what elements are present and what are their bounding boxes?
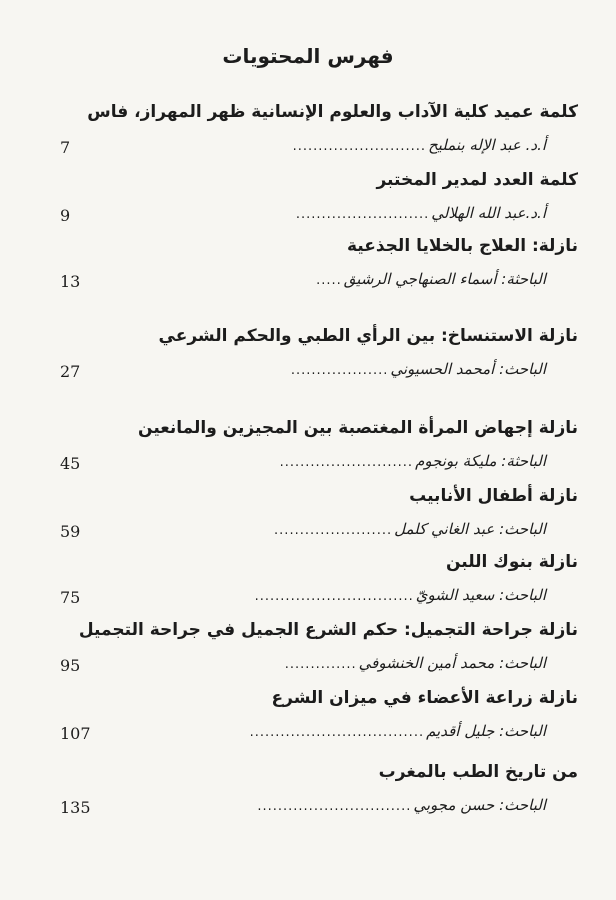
author-line <box>250 722 546 740</box>
entry-page-number: 27 <box>60 362 81 381</box>
entry-author-row <box>40 136 578 164</box>
entry-page-number: 95 <box>60 656 81 675</box>
entry-title: نازلة الاستنساخ: بين الرأي الطبي والحكم الشرعي <box>158 326 578 346</box>
entry-page-number: 135 <box>60 798 91 817</box>
entry-title: نازلة: العلاج بالخلايا الجذعية <box>347 236 578 256</box>
author-line <box>291 360 546 378</box>
entry-page-number: 45 <box>60 454 81 473</box>
leader-dots: ................... <box>290 363 389 378</box>
entry-author-row <box>40 452 578 480</box>
entry-page-number: 75 <box>60 588 81 607</box>
entry-author: الباحث: عبد الغاني كلمل <box>394 520 546 538</box>
author-line <box>255 586 546 604</box>
entry-title: نازلة جراحة التجميل: حكم الشرع الجميل في جراحة التجميل <box>78 620 578 640</box>
entry-author: أ.د.عبد الله الهلالي <box>431 204 546 222</box>
toc-entry <box>40 762 578 842</box>
leader-dots: ....................... <box>274 523 393 538</box>
entry-author: الباحث: جليل أقديم <box>426 722 546 740</box>
leader-dots: .............................. <box>257 799 412 814</box>
entry-title: نازلة زراعة الأعضاء في ميزان الشرع <box>271 688 578 708</box>
entry-title: كلمة عميد كلية الآداب والعلوم الإنسانية ظهر المهراز، فاس <box>87 102 578 122</box>
author-line <box>293 136 546 154</box>
author-line <box>296 204 546 222</box>
entry-title: من تاريخ الطب بالمغرب <box>378 762 578 782</box>
entry-page-number: 9 <box>60 206 71 225</box>
entry-title: نازلة أطفال الأنابيب <box>409 486 578 506</box>
entry-page-number: 107 <box>60 724 91 743</box>
leader-dots: .......................... <box>295 207 430 222</box>
entry-author-row <box>40 586 578 614</box>
entry-title: نازلة بنوك اللبن <box>445 552 578 572</box>
author-line <box>257 796 546 814</box>
leader-dots: ..... <box>316 273 342 288</box>
leader-dots: .............. <box>284 657 357 672</box>
entry-page-number: 13 <box>60 272 81 291</box>
entry-author: الباحث: محمد أمين الخنشوفي <box>358 654 546 672</box>
entry-author-row <box>40 722 578 750</box>
leader-dots: .......................... <box>279 455 414 470</box>
leader-dots: ............................... <box>254 589 414 604</box>
toc-entry <box>40 688 578 768</box>
entry-page-number: 7 <box>60 138 71 157</box>
entry-author: الباحث: حسن مجوبي <box>413 796 546 814</box>
author-line <box>274 520 546 538</box>
page-title: فهرس المحتويات <box>222 44 394 68</box>
entry-page-number: 59 <box>60 522 81 541</box>
entry-author-row <box>40 654 578 682</box>
author-line <box>316 270 546 288</box>
toc-entry <box>40 326 578 406</box>
entry-title: كلمة العدد لمدير المختبر <box>376 170 578 190</box>
entry-author: الباحثة: مليكة بونجوم <box>415 452 546 470</box>
author-line <box>280 452 546 470</box>
entry-author-row <box>40 204 578 232</box>
author-line <box>285 654 546 672</box>
leader-dots: .................................. <box>249 725 425 740</box>
toc-entry <box>40 236 578 316</box>
entry-author: الباحث: أمحمد الحسيوني <box>390 360 546 378</box>
entry-author: الباحثة: أسماء الصنهاجي الرشيق <box>343 270 546 288</box>
entry-author-row <box>40 796 578 824</box>
entry-author: أ.د. عبد الإله بنمليح <box>428 136 546 154</box>
entry-title: نازلة إجهاض المرأة المغتصبة بين المجيزين والمانعين <box>138 418 578 438</box>
leader-dots: .......................... <box>292 139 427 154</box>
entry-author-row <box>40 270 578 298</box>
entry-author: الباحث: سعيد الشويّ <box>415 586 546 604</box>
entry-author-row <box>40 360 578 388</box>
entry-author-row <box>40 520 578 548</box>
